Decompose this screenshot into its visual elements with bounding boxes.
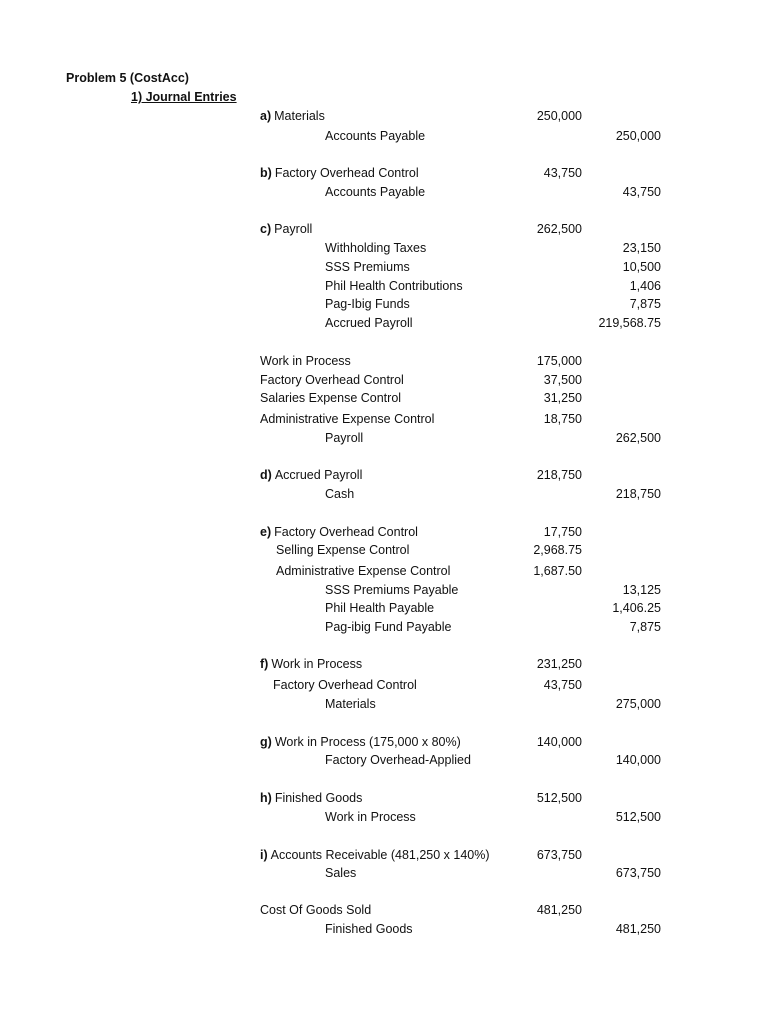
- credit-amount: 13,125: [622, 583, 661, 597]
- journal-line: [0, 733, 768, 751]
- account-name: SSS Premiums: [325, 260, 410, 274]
- debit-amount: 512,500: [536, 791, 582, 805]
- account-cell: [325, 127, 425, 145]
- account-cell: [325, 808, 416, 826]
- journal-line: [0, 429, 768, 447]
- debit-amount: 37,500: [543, 373, 582, 387]
- section-title: 1) Journal Entries: [131, 90, 237, 104]
- journal-line: [0, 789, 768, 807]
- journal-line: [0, 107, 768, 125]
- problem-title: Problem 5 (CostAcc): [66, 71, 189, 85]
- account-cell: [325, 599, 434, 617]
- account-cell: [260, 107, 325, 125]
- debit-amount: 2,968.75: [533, 543, 582, 557]
- entry-label: g): [260, 735, 272, 749]
- credit-amount: 1,406.25: [612, 601, 661, 615]
- account-cell: [325, 239, 426, 257]
- journal-line: [0, 220, 768, 238]
- account-cell: [325, 581, 458, 599]
- account-name: Work in Process: [271, 657, 363, 671]
- debit-amount: 1,687.50: [533, 564, 582, 578]
- credit-amount: 218,750: [615, 487, 661, 501]
- debit-amount: 673,750: [536, 848, 582, 862]
- credit-amount: 275,000: [615, 697, 661, 711]
- account-name: Accounts Payable: [325, 185, 426, 199]
- entry-label: f): [260, 657, 269, 671]
- account-cell: [325, 183, 425, 201]
- account-name: Materials: [274, 109, 325, 123]
- journal-line: [0, 581, 768, 599]
- account-cell: [260, 352, 351, 370]
- account-name: Factory Overhead Control: [274, 166, 419, 180]
- credit-amount: 673,750: [615, 866, 661, 880]
- credit-amount: 7,875: [629, 297, 661, 311]
- debit-amount: 43,750: [543, 166, 582, 180]
- account-name: Accrued Payroll: [325, 316, 413, 330]
- account-cell: [325, 618, 451, 636]
- debit-amount: 31,250: [543, 391, 582, 405]
- account-cell: [273, 676, 417, 694]
- account-name: Payroll: [325, 431, 364, 445]
- account-name: Factory Overhead-Applied: [325, 753, 471, 767]
- account-cell: [325, 920, 413, 938]
- entry-label: b): [260, 166, 272, 180]
- journal-line: [0, 277, 768, 295]
- journal-line: [0, 389, 768, 407]
- account-name: Accounts Receivable (481,250 x 140%): [270, 848, 490, 862]
- journal-line: [0, 466, 768, 484]
- journal-line: [0, 410, 768, 428]
- credit-amount: 10,500: [622, 260, 661, 274]
- account-cell: [325, 314, 413, 332]
- account-name: Pag-ibig Fund Payable: [325, 620, 452, 634]
- journal-line: [0, 599, 768, 617]
- entry-label: h): [260, 791, 272, 805]
- debit-amount: 43,750: [543, 678, 582, 692]
- account-name: Withholding Taxes: [325, 241, 427, 255]
- journal-line: [0, 239, 768, 257]
- account-cell: [260, 901, 371, 919]
- journal-line: [0, 618, 768, 636]
- account-name: Factory Overhead Control: [273, 678, 417, 692]
- journal-line: [0, 808, 768, 826]
- journal-line: [0, 920, 768, 938]
- journal-line: [0, 562, 768, 580]
- journal-line: [0, 258, 768, 276]
- entry-label: i): [260, 848, 268, 862]
- credit-amount: 481,250: [615, 922, 661, 936]
- account-cell: [260, 846, 490, 864]
- debit-amount: 231,250: [536, 657, 582, 671]
- debit-amount: 140,000: [536, 735, 582, 749]
- journal-line: [0, 352, 768, 370]
- debit-amount: 218,750: [536, 468, 582, 482]
- account-cell: [325, 695, 376, 713]
- account-cell: [325, 429, 363, 447]
- credit-amount: 512,500: [615, 810, 661, 824]
- account-cell: [260, 371, 404, 389]
- account-name: Work in Process: [325, 810, 416, 824]
- account-cell: [325, 751, 471, 769]
- account-name: Finished Goods: [325, 922, 413, 936]
- journal-line: [0, 371, 768, 389]
- journal-line: [0, 127, 768, 145]
- account-cell: [260, 164, 419, 182]
- credit-amount: 250,000: [615, 129, 661, 143]
- entry-label: a): [260, 109, 272, 123]
- journal-line: [0, 676, 768, 694]
- account-name: Factory Overhead Control: [260, 373, 404, 387]
- account-cell: [260, 655, 362, 673]
- account-name: Work in Process: [260, 354, 351, 368]
- account-cell: [260, 389, 401, 407]
- credit-amount: 219,568.75: [598, 316, 661, 330]
- journal-line: [0, 846, 768, 864]
- journal-line: [0, 695, 768, 713]
- credit-amount: 140,000: [615, 753, 661, 767]
- account-name: Work in Process (175,000 x 80%): [274, 735, 461, 749]
- account-cell: [260, 466, 362, 484]
- account-name: Phil Health Payable: [325, 601, 435, 615]
- account-cell: [325, 485, 354, 503]
- credit-amount: 23,150: [622, 241, 661, 255]
- account-name: Administrative Expense Control: [276, 564, 451, 578]
- debit-amount: 175,000: [536, 354, 582, 368]
- credit-amount: 43,750: [622, 185, 661, 199]
- journal-line: [0, 541, 768, 559]
- debit-amount: 17,750: [543, 525, 582, 539]
- account-cell: [260, 410, 434, 428]
- account-name: Materials: [325, 697, 376, 711]
- account-cell: [325, 277, 463, 295]
- account-cell: [260, 733, 461, 751]
- account-name: Administrative Expense Control: [260, 412, 435, 426]
- journal-line: [0, 295, 768, 313]
- account-name: Selling Expense Control: [276, 543, 410, 557]
- entry-label: e): [260, 525, 272, 539]
- account-cell: [325, 864, 356, 882]
- journal-line: [0, 751, 768, 769]
- account-name: Pag-Ibig Funds: [325, 297, 410, 311]
- debit-amount: 250,000: [536, 109, 582, 123]
- entry-label: c): [260, 222, 272, 236]
- entry-label: d): [260, 468, 272, 482]
- account-name: Cash: [325, 487, 355, 501]
- journal-line: [0, 314, 768, 332]
- account-cell: [260, 220, 312, 238]
- journal-line: [0, 164, 768, 182]
- account-name: Sales: [325, 866, 357, 880]
- account-name: Accounts Payable: [325, 129, 426, 143]
- account-cell: [276, 562, 450, 580]
- account-cell: [276, 541, 409, 559]
- account-cell: [260, 523, 418, 541]
- journal-line: [0, 523, 768, 541]
- debit-amount: 18,750: [543, 412, 582, 426]
- debit-amount: 262,500: [536, 222, 582, 236]
- account-name: SSS Premiums Payable: [325, 583, 459, 597]
- journal-line: [0, 655, 768, 673]
- account-name: Phil Health Contributions: [325, 279, 463, 293]
- account-cell: [260, 789, 362, 807]
- journal-line: [0, 864, 768, 882]
- account-name: Payroll: [274, 222, 313, 236]
- debit-amount: 481,250: [536, 903, 582, 917]
- account-name: Accrued Payroll: [274, 468, 363, 482]
- journal-line: [0, 901, 768, 919]
- journal-line: [0, 485, 768, 503]
- credit-amount: 262,500: [615, 431, 661, 445]
- account-name: Salaries Expense Control: [260, 391, 402, 405]
- account-name: Factory Overhead Control: [274, 525, 418, 539]
- account-cell: [325, 258, 410, 276]
- credit-amount: 1,406: [629, 279, 661, 293]
- account-name: Cost Of Goods Sold: [260, 903, 372, 917]
- account-name: Finished Goods: [274, 791, 363, 805]
- account-cell: [325, 295, 410, 313]
- journal-line: [0, 183, 768, 201]
- credit-amount: 7,875: [629, 620, 661, 634]
